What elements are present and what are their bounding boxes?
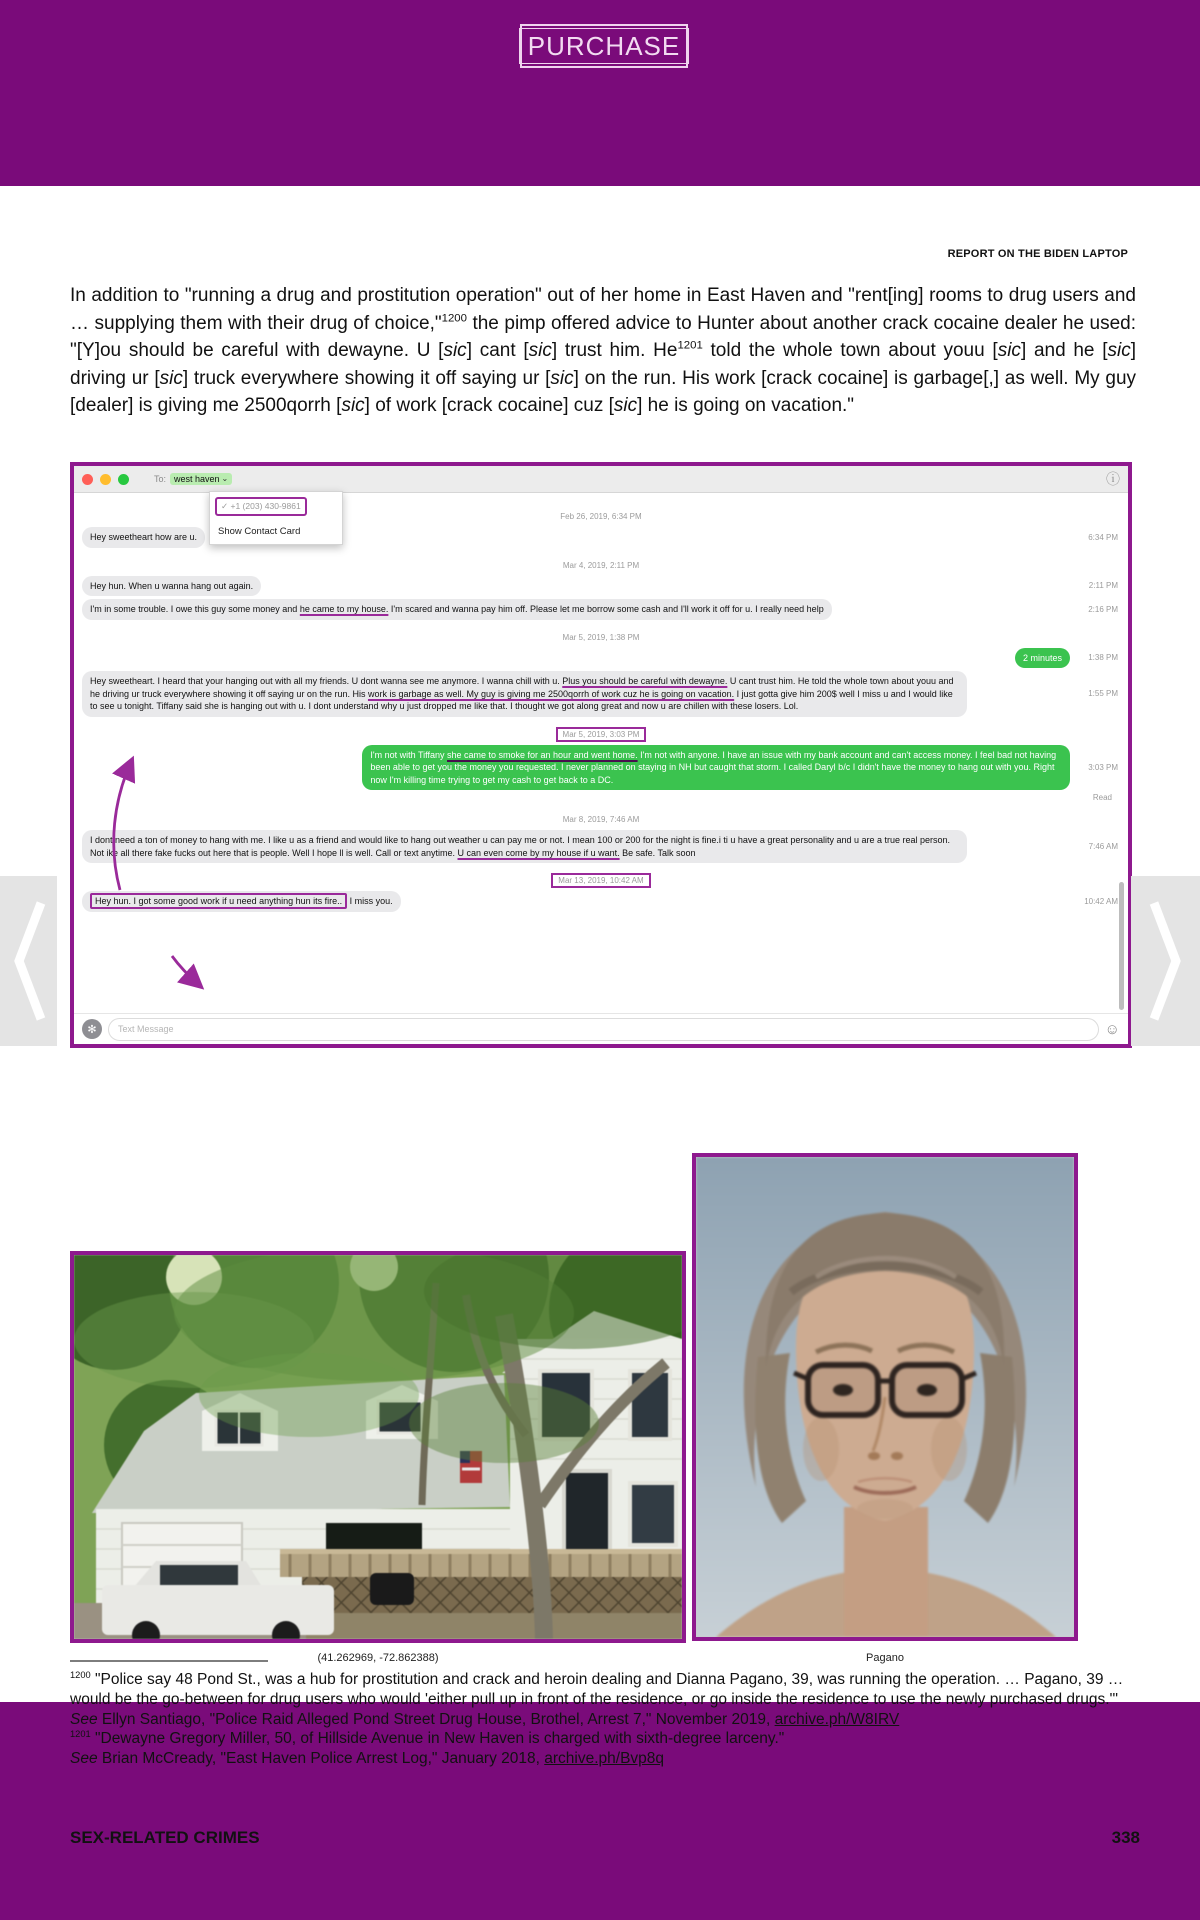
- text-segment: See: [70, 1750, 98, 1768]
- footnote-line: [70, 1710, 1138, 1730]
- text-segment: Hey sweetheart. I heard that your hanging out with all my friends. U dont wanna see me anymore. I wanna chill with u.: [90, 676, 563, 686]
- read-receipt: Read: [1092, 793, 1112, 802]
- text-segment: I miss you.: [347, 896, 393, 906]
- text-segment: Be safe. Talk soon: [619, 847, 696, 858]
- chevron-left-icon: [9, 891, 49, 1031]
- page-header: REPORT ON THE BIDEN LAPTOP: [947, 248, 1128, 260]
- bubble-area: [78, 648, 1074, 669]
- purchase-label: PURCHASE: [519, 28, 689, 64]
- text-segment: work is garbage as well. My guy is giving me 2500qorrh of work cuz he is going on vacation.: [367, 688, 735, 699]
- text-segment: told the whole town about youu [: [702, 340, 998, 361]
- message-bubble: [1015, 648, 1070, 669]
- text-segment: Ellyn Santiago, "Police Raid Alleged Pond Street Drug House, Brothel, Arrest 7," November 2019,: [97, 1710, 775, 1728]
- recipient-name: west haven: [174, 474, 220, 484]
- footnote-link[interactable]: archive.ph/W8IRV: [774, 1710, 900, 1728]
- to-label: To:: [154, 474, 167, 484]
- footnote-line: [70, 1729, 1138, 1749]
- info-icon[interactable]: ⓘ: [1106, 471, 1120, 487]
- text-segment: ] on the run. His work [crack cocaine] is garbage[,] as well. My guy [dealer] is giving me 2500qorrh [: [70, 367, 1137, 416]
- date-label: Mar 5, 2019, 1:38 PM: [562, 632, 640, 642]
- chat-date-separator: [78, 724, 1124, 742]
- text-segment: I'm not with anyone. I have an issue with my bank account and can't access money. I feel bad not having been able to get you the money you requested. I never planned on staying in NH but caught that storm. I called Daryl b/c I didn't have the money to hang out with you. Right now I'm killing time trying to get my cash to get back to a DC.: [370, 749, 1057, 785]
- chat-date-separator: [78, 870, 1124, 888]
- next-page-button[interactable]: [1131, 876, 1200, 1046]
- text-segment: sic: [997, 340, 1021, 361]
- text-segment: I dont need a ton of money to hang with me. I like u as a friend and would like to hang out weather u can pay me or not. I mean 100 or 200 for the night is fine.i ti u have a great personality and u are a true real person. Not ike all there fake fucks out here that is people. Well I hope ll is well. Call or text anytime.: [90, 835, 951, 858]
- report-page: [0, 186, 1200, 1847]
- chat-scrollbar[interactable]: [1119, 882, 1124, 1010]
- chat-date-separator: [78, 555, 1124, 573]
- dropdown-phone-option[interactable]: [215, 497, 307, 516]
- chat-message-row: [78, 830, 1124, 863]
- text-segment: Hey hun. I got some good work if u need anything hun its fire..: [90, 893, 347, 909]
- section-title: SEX-RELATED CRIMES: [70, 1828, 260, 1847]
- bubble-area: [78, 830, 1074, 863]
- text-segment: U cant trust him. He told the whole town about youu and he driving ur truck everywhere showing it off saying ur on the run. His: [90, 676, 954, 699]
- text-segment: 1201: [70, 1729, 91, 1740]
- message-bubble: [362, 745, 1070, 791]
- date-label: Mar 8, 2019, 7:46 AM: [562, 815, 640, 824]
- text-segment: I just gotta give him 200$ well I miss u and I would like to see u tonight. Tiffany said she is hanging out with u. I dont understand why u just dropped me like that. I thought we got along great and now u are chillen with these losers. Lol.: [90, 688, 953, 711]
- text-segment: I'm scared and wanna pay him off. Please let me borrow some cash and I'll work it off for u. I really need help: [388, 604, 824, 614]
- text-segment: ] he is going on vacation.": [637, 395, 855, 416]
- text-segment: 1201: [677, 339, 703, 352]
- text-segment: I'm not with Tiffany: [370, 749, 447, 760]
- text-segment: ] cant [: [466, 340, 529, 361]
- chat-message-row: [78, 671, 1124, 717]
- text-segment: See: [70, 1710, 98, 1728]
- purchase-button[interactable]: [520, 24, 688, 68]
- text-segment: ] driving ur [: [70, 340, 1137, 389]
- body-paragraph: [70, 282, 1136, 420]
- messages-titlebar: [74, 466, 1128, 493]
- text-segment: sic: [341, 395, 365, 416]
- text-segment: ] truck everywhere showing it off saying ur [: [182, 367, 551, 389]
- text-segment: 1200: [441, 312, 467, 325]
- chat-date-separator: [78, 627, 1124, 645]
- message-bubble: [82, 599, 832, 620]
- message-timestamp: 2:11 PM: [1088, 581, 1118, 591]
- message-bubble: [82, 527, 205, 548]
- chat-transcript: [74, 493, 1128, 1013]
- message-timestamp: 7:46 AM: [1088, 842, 1118, 851]
- text-segment: ] and he [: [1020, 340, 1108, 361]
- house-caption: (41.262969, -72.862388): [317, 1652, 439, 1664]
- page-footer: [70, 1828, 1140, 1848]
- message-timestamp: 2:16 PM: [1088, 604, 1118, 614]
- house-illustration: [74, 1255, 682, 1639]
- bubble-area: [78, 671, 1074, 717]
- text-segment: 2 minutes: [1022, 652, 1062, 663]
- message-timestamp: 10:42 AM: [1084, 896, 1118, 906]
- messages-window: [70, 462, 1132, 1048]
- footnote-line: [70, 1749, 1138, 1769]
- chat-message-row: [78, 599, 1124, 620]
- recipient-pill[interactable]: [170, 473, 232, 485]
- text-segment: Plus you should be careful with dewayne.: [562, 676, 728, 686]
- phone-number: +1 (203) 430-9861: [230, 501, 301, 511]
- date-label: Mar 4, 2019, 2:11 PM: [562, 560, 640, 570]
- text-segment: sic: [613, 395, 638, 416]
- message-bubble: [82, 891, 401, 912]
- page-number: 338: [1111, 1828, 1140, 1847]
- message-bubble: [82, 671, 967, 717]
- text-segment: sic: [528, 340, 552, 361]
- text-segment: Brian McCready, "East Haven Police Arrest Log," January 2018,: [97, 1750, 545, 1768]
- message-input-bar: [74, 1013, 1128, 1044]
- text-segment: Hey hun. When u wanna hang out again.: [90, 580, 254, 591]
- emoji-icon[interactable]: ☺: [1104, 1020, 1120, 1038]
- house-photo: [70, 1251, 686, 1643]
- close-button[interactable]: [82, 474, 93, 485]
- checkmark-icon: ✓: [221, 501, 229, 511]
- prev-page-button[interactable]: [0, 876, 57, 1046]
- message-bubble: [82, 830, 967, 863]
- contact-dropdown: [209, 491, 343, 545]
- bubble-area: [78, 599, 1074, 620]
- text-segment: ] of work [crack cocaine] cuz [: [364, 395, 614, 416]
- bubble-area: [78, 576, 1074, 597]
- date-label: Mar 13, 2019, 10:42 AM: [551, 873, 650, 888]
- message-timestamp: 1:38 PM: [1088, 653, 1118, 663]
- bubble-area: [78, 891, 1074, 912]
- text-segment: sic: [443, 340, 467, 361]
- chat-message-row: [78, 576, 1124, 597]
- footnote-link[interactable]: archive.ph/Bvp8q: [544, 1750, 665, 1768]
- chat-message-row: [78, 891, 1124, 912]
- mugshot-caption: Pagano: [866, 1652, 904, 1664]
- text-message-input[interactable]: [108, 1018, 1099, 1041]
- chat-date-separator: [78, 809, 1124, 827]
- mugshot-illustration: [696, 1157, 1074, 1637]
- text-segment: sic: [159, 367, 183, 389]
- footnotes: [70, 1670, 1138, 1769]
- show-contact-card-option[interactable]: Show Contact Card: [218, 526, 301, 537]
- text-segment: the pimp offered advice to Hunter about another crack cocaine dealer he used: "[Y]ou should be careful with dewayne. U [: [70, 312, 1136, 361]
- date-label: Mar 5, 2019, 3:03 PM: [556, 727, 647, 742]
- mugshot-photo: [692, 1153, 1078, 1641]
- app-avatar-icon: ✻: [82, 1019, 102, 1039]
- text-segment: "Dewayne Gregory Miller, 50, of Hillside Avenue in New Haven is charged with sixth-degree larceny.": [90, 1730, 785, 1748]
- chevron-right-icon: [1146, 891, 1186, 1031]
- chevron-down-icon: ⌄: [221, 474, 229, 483]
- text-segment: "Police say 48 Pond St., was a hub for prostitution and crack and heroin dealing and Dianna Pagano, 39, was running the operation. … Pagano, 39 … would be the go-between for drug users who would 'either pull up in front of the residence, or go inside the residence to use the newly purchased drugs.'": [70, 1671, 1124, 1708]
- text-segment: sic: [1107, 340, 1131, 361]
- chat-message-row: [78, 745, 1124, 791]
- footnote-line: [70, 1670, 1138, 1710]
- message-timestamp: 6:34 PM: [1088, 532, 1118, 542]
- text-segment: he came to my house.: [299, 604, 389, 614]
- message-bubble: [82, 576, 261, 597]
- text-segment: ] trust him. He: [551, 340, 678, 361]
- text-segment: Hey sweetheart how are u.: [90, 532, 198, 542]
- footnote-separator: [70, 1660, 268, 1662]
- message-timestamp: 3:03 PM: [1088, 762, 1118, 772]
- text-segment: U can even come by my house if u want.: [457, 847, 620, 858]
- text-message-placeholder: Text Message: [118, 1024, 174, 1034]
- text-segment: sic: [550, 367, 574, 389]
- text-segment: 1200: [70, 1669, 91, 1680]
- message-timestamp: 1:55 PM: [1088, 689, 1118, 699]
- minimize-button[interactable]: [100, 474, 111, 485]
- chat-message-row: [78, 648, 1124, 669]
- date-label: Feb 26, 2019, 6:34 PM: [560, 512, 642, 521]
- zoom-button[interactable]: [118, 474, 129, 485]
- text-segment: she came to smoke for an hour and went home.: [447, 749, 638, 760]
- text-segment: In addition to "running a drug and prostitution operation" out of her home in East Haven and "rent[ing] rooms to drug users and … supplying them with their drug of choice,": [70, 285, 1136, 334]
- text-segment: I'm in some trouble. I owe this guy some money and: [90, 604, 300, 614]
- bubble-area: [78, 745, 1074, 791]
